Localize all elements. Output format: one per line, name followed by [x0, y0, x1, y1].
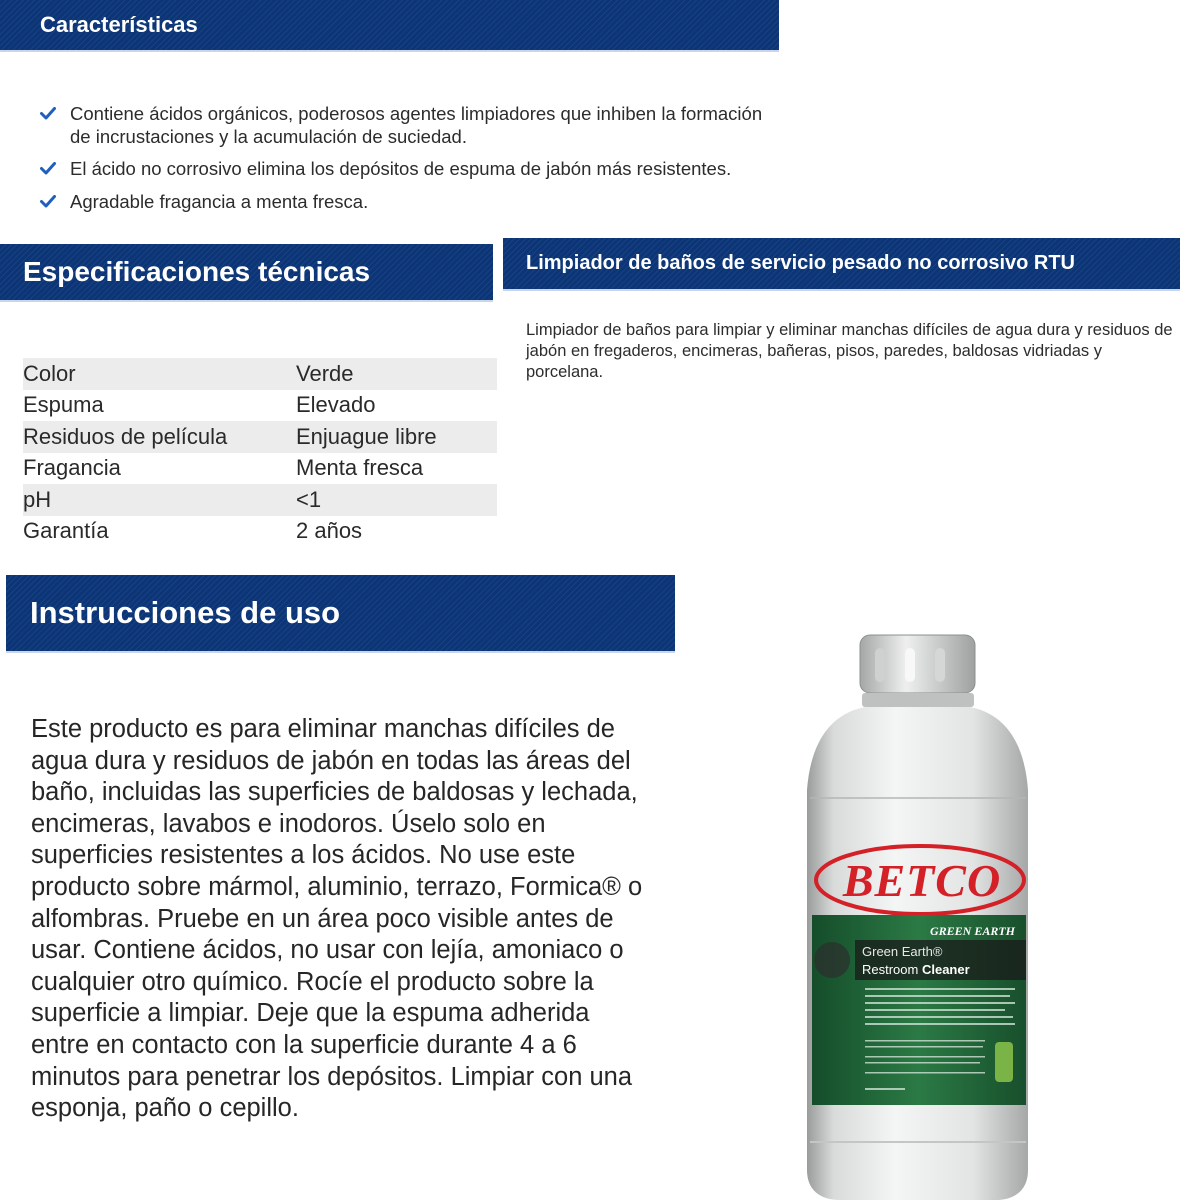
checkmark-icon — [40, 102, 70, 126]
spec-row — [23, 453, 497, 485]
checkmark-icon — [40, 190, 70, 214]
spec-label: Espuma — [23, 392, 104, 418]
spec-label: Fragancia — [23, 455, 121, 481]
section-title: Especificaciones técnicas — [23, 256, 371, 287]
feature-text: Contiene ácidos orgánicos, poderosos agentes limpiadores que inhiben la formación de incrustaciones y la acumulación de suciedad. — [70, 103, 763, 147]
spec-row — [23, 484, 497, 516]
feature-item — [40, 190, 770, 214]
instructions-text: Este producto es para eliminar manchas difíciles de agua dura y residuos de jabón en todas las áreas del baño, incluidas las superficies de baldosas y lechada, encimeras, lavabos e inodoros. Úselo solo en superficies resistentes a los ácidos. No use este producto sobre mármol, aluminio, terrazo, Formica® o alfombras. Pruebe en un área poco visible antes de usar. Contiene ácidos, no usar con lejía, amoniaco o cualquier otro químico. Rocíe el producto sobre la superficie a limpiar. Deje que la espuma adherida entre en contacto con la superficie durante 4 a 6 minutos para penetrar los depósitos. Limpiar con una esponja, paño o cepillo. — [31, 715, 643, 1123]
spec-label: Garantía — [23, 518, 109, 544]
svg-text:Green Earth®: Green Earth® — [862, 944, 943, 959]
features-list — [40, 102, 770, 223]
section-title: Instrucciones de uso — [30, 595, 341, 630]
betco-logo-icon — [816, 846, 1024, 914]
feature-item — [40, 102, 770, 148]
section-header-instrucciones — [6, 575, 675, 653]
svg-text:Restroom Cleaner: Restroom Cleaner — [862, 962, 970, 977]
section-header-caracteristicas — [0, 0, 779, 52]
spec-row — [23, 358, 497, 390]
section-title: Limpiador de baños de servicio pesado no corrosivo RTU — [526, 252, 1076, 274]
feature-text: El ácido no corrosivo elimina los depósitos de espuma de jabón más resistentes. — [70, 158, 732, 179]
spec-value: Menta fresca — [296, 455, 424, 481]
spec-row — [23, 516, 497, 548]
bottle-cap-icon — [860, 635, 975, 707]
specs-table — [23, 358, 497, 547]
spec-value: Enjuague libre — [296, 423, 437, 449]
product-bottle-image — [770, 630, 1060, 1200]
svg-text:BETCO: BETCO — [842, 855, 1002, 906]
feature-text: Agradable fragancia a menta fresca. — [70, 191, 369, 212]
spec-value: Verde — [296, 360, 354, 386]
spec-row — [23, 390, 497, 422]
product-description: Limpiador de baños para limpiar y eliminar manchas difíciles de agua dura y residuos de jabón en fregaderos, encimeras, bañeras, pisos, paredes, baldosas vidriadas y porcelana. — [526, 321, 1173, 381]
spec-row — [23, 421, 497, 453]
feature-item — [40, 157, 770, 181]
spec-value: 2 años — [296, 518, 363, 544]
spec-label: Color — [23, 360, 76, 386]
spec-label: Residuos de película — [23, 423, 228, 449]
spec-value: Elevado — [296, 392, 376, 418]
spec-value: <1 — [296, 486, 322, 512]
spec-label: pH — [23, 486, 52, 512]
section-title: Características — [40, 12, 198, 37]
section-header-especificaciones — [0, 244, 493, 302]
checkmark-icon — [40, 157, 70, 181]
svg-text:GREEN EARTH: GREEN EARTH — [929, 924, 1015, 938]
section-header-producto — [503, 238, 1180, 291]
